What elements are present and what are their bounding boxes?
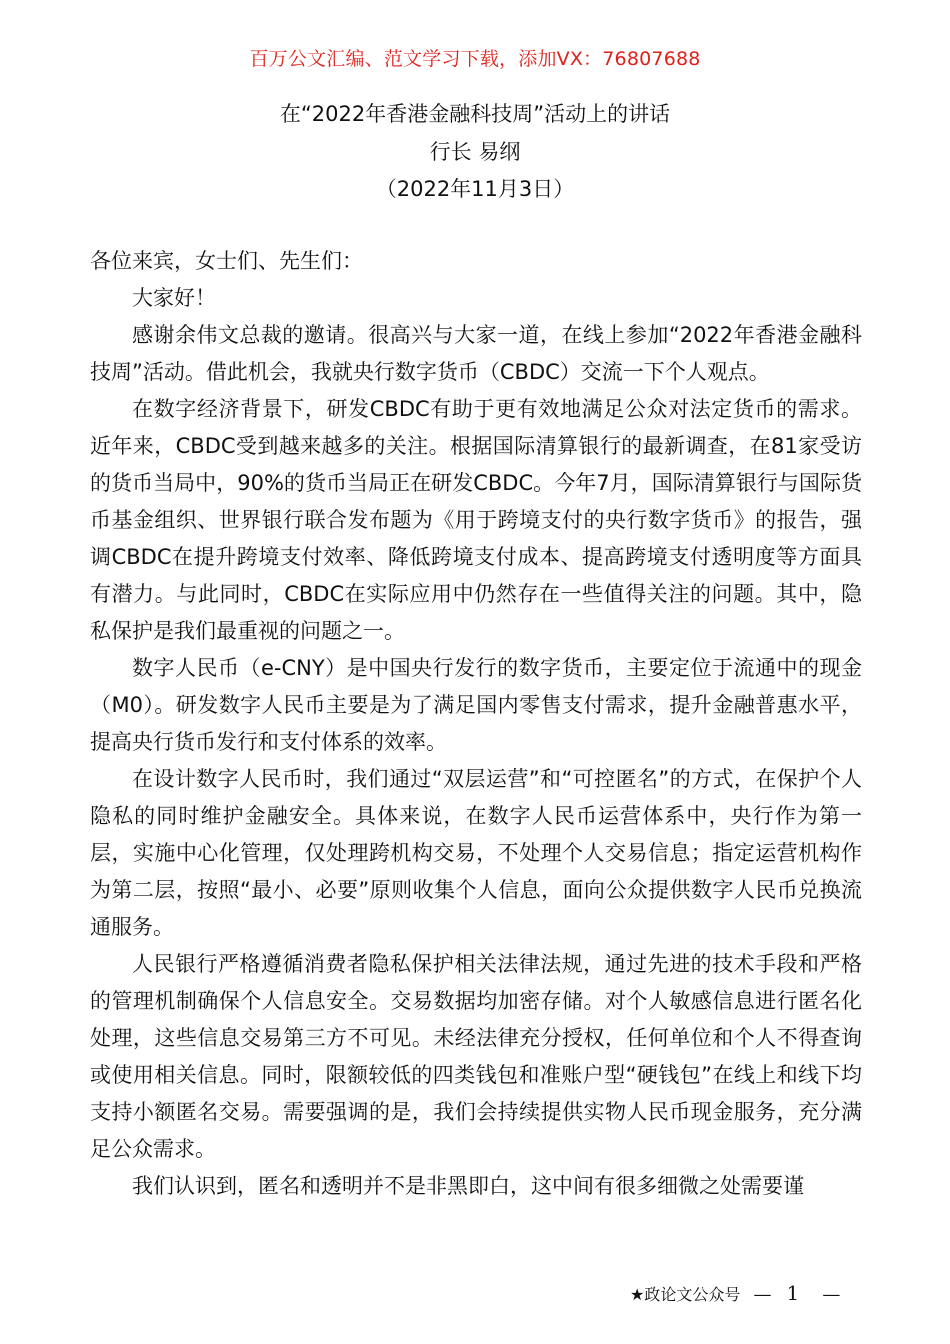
paragraph: 数字人民币（e-CNY）是中国央行发行的数字货币，主要定位于流通中的现金（M0）。研发数字人民币主要是为了满足国内零售支付需求，提升金融普惠水平，提高央行货币发行和支付体系的效率。 bbox=[90, 656, 862, 754]
footer-source: ★政论文公众号 bbox=[630, 1285, 741, 1304]
paragraph: 在数字经济背景下，研发CBDC有助于更有效地满足公众对法定货币的需求。近年来，CBDC受到越来越多的关注。根据国际清算银行的最新调查，在81家受访的货币当局中，90%的货币当局正在研发CBDC。今年7月，国际清算银行与国际货币基金组织、世界银行联合发布题为《用于跨境支付的央行数字货币》的报告，强调CBDC在提升跨境支付效率、降低跨境支付成本、提高跨境支付透明度等方面具有潜力。与此同时，CBDC在实际应用中仍然存在一些值得关注的问题。其中，隐私保护是我们最重视的问题之一。 bbox=[90, 397, 862, 643]
document-date: （2022年11月3日） bbox=[375, 177, 575, 201]
salutation: 各位来宾，女士们、先生们： bbox=[90, 249, 363, 273]
paragraph: 我们认识到，匿名和透明并不是非黑即白，这中间有很多细微之处需要谨 bbox=[132, 1174, 804, 1198]
footer-dash-left: — bbox=[753, 1284, 772, 1305]
document-body bbox=[90, 243, 862, 1205]
page-number: 1 bbox=[786, 1281, 800, 1305]
document-title: 在“2022年香港金融科技周”活动上的讲话 bbox=[279, 102, 671, 126]
footer-dash-right: — bbox=[822, 1284, 841, 1305]
paragraph: 感谢余伟文总裁的邀请。很高兴与大家一道，在线上参加“2022年香港金融科技周”活动。借此机会，我就央行数字货币（CBDC）交流一下个人观点。 bbox=[90, 323, 862, 384]
paragraph: 在设计数字人民币时，我们通过“双层运营”和“可控匿名”的方式，在保护个人隐私的同时维护金融安全。具体来说，在数字人民币运营体系中，央行作为第一层，实施中心化管理，仅处理跨机构交易，不处理个人交易信息；指定运营机构作为第二层，按照“最小、必要”原则收集个人信息，面向公众提供数字人民币兑换流通服务。 bbox=[90, 767, 862, 939]
page-footer bbox=[630, 1281, 840, 1305]
watermark-text: 百万公文汇编、范文学习下载，添加VX：76807688 bbox=[249, 48, 701, 70]
paragraph: 人民银行严格遵循消费者隐私保护相关法律法规，通过先进的技术手段和严格的管理机制确保个人信息安全。交易数据均加密存储。对个人敏感信息进行匿名化处理，这些信息交易第三方不可见。未经法律充分授权，任何单位和个人不得查询或使用相关信息。同时，限额较低的四类钱包和准账户型“硬钱包”在线上和线下均支持小额匿名交易。需要强调的是，我们会持续提供实物人民币现金服务，充分满足公众需求。 bbox=[90, 952, 862, 1161]
document-author: 行长 易纲 bbox=[429, 140, 521, 164]
paragraph: 大家好！ bbox=[132, 286, 216, 310]
